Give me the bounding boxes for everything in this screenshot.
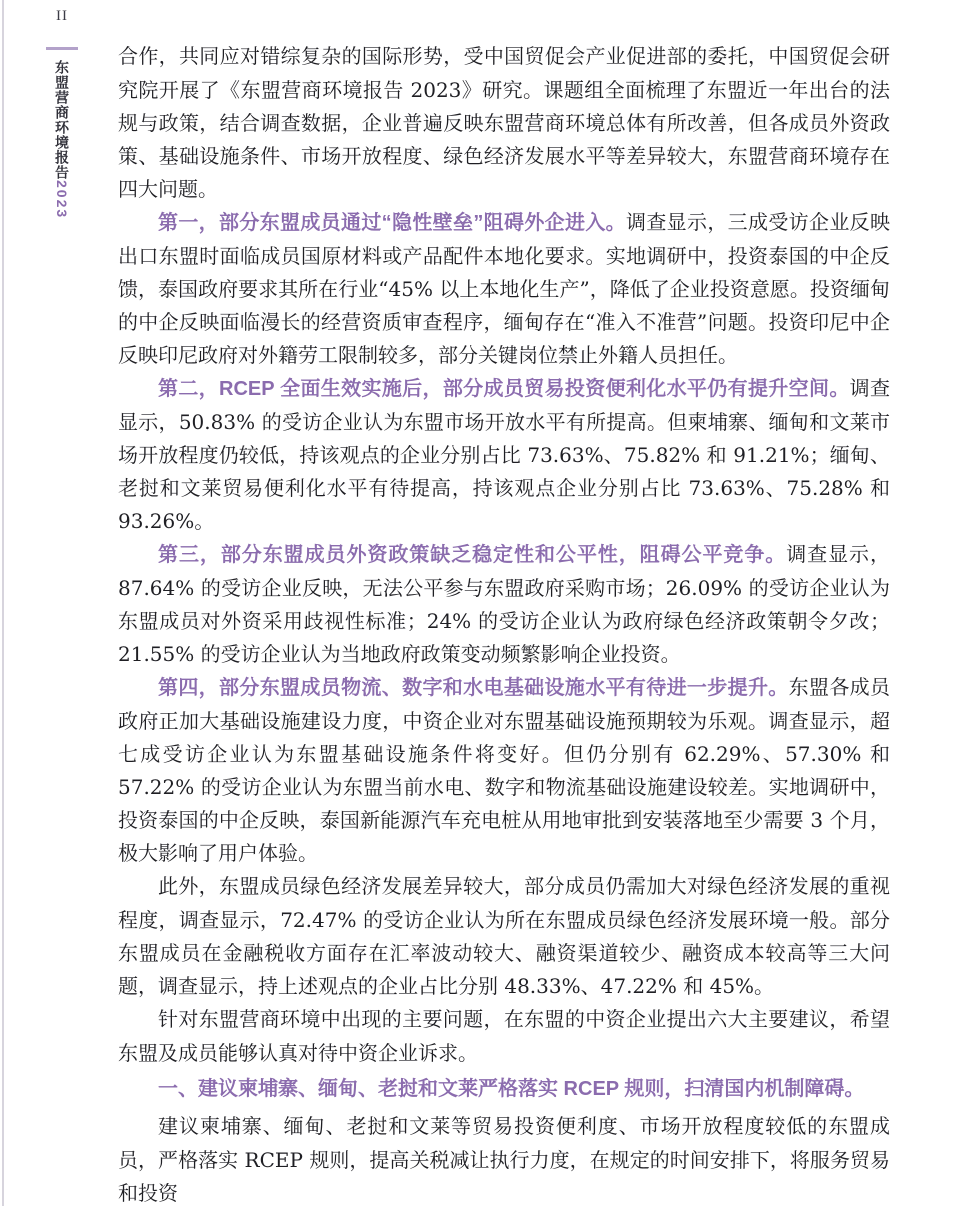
issue-4-heading: 第四，部分东盟成员物流、数字和水电基础设施水平有待进一步提升。	[158, 677, 789, 699]
paragraph-body: 合作，共同应对错综复杂的国际形势，受中国贸促会产业促进部的委托，中国贸促会研究院开展了《东盟营商环境报告 2023》研究。课题组全面梳理了东盟近一年出台的法规与政策，结合调查数据，企业普遍反映东盟营商环境总体有所改善，但各成员外资政策、基础设施条件、市场开放程度、绿色经济发展水平等差异较大，东盟营商环境存在四大问题。	[118, 44, 890, 201]
page-number: II	[56, 8, 68, 24]
main-text	[118, 40, 890, 1210]
sidebar-title-text: 东盟营商环境报告	[54, 60, 70, 180]
issue-1-heading: 第一，部分东盟成员通过“隐性壁垒”阻碍外企进入。	[158, 212, 626, 234]
green-economy-paragraph	[118, 870, 890, 1003]
suggestion-1-heading-text: 一、建议柬埔寨、缅甸、老挝和文莱严格落实 RCEP 规则，扫清国内机制障碍。	[158, 1078, 865, 1100]
sidebar-book-title	[52, 60, 72, 219]
sidebar-rule	[46, 47, 78, 50]
paragraph-body: 东盟各成员政府正加大基础设施建设力度，中资企业对东盟基础设施预期较为乐观。调查显示，超七成受访企业认为东盟基础设施条件将变好。但仍分别有 62.29%、57.30% 和 57.22% 的受访企业认为东盟当前水电、数字和物流基础设施建设较差。实地调研中，投资泰国的中企反映，泰国新能源汽车充电桩从用地审批到安装落地至少需要 3 个月，极大影响了用户体验。	[118, 675, 891, 865]
sidebar	[38, 8, 86, 219]
suggestion-1-paragraph	[118, 1110, 890, 1210]
issue-3-paragraph	[118, 538, 890, 671]
paragraph-body: 针对东盟营商环境中出现的主要问题，在东盟的中资企业提出六大主要建议，希望东盟及成员能够认真对待中资企业诉求。	[118, 1007, 890, 1065]
suggestions-intro-paragraph	[118, 1003, 890, 1070]
issue-2-paragraph	[118, 372, 890, 538]
issue-2-heading: 第二，RCEP 全面生效实施后，部分成员贸易投资便利化水平仍有提升空间。	[158, 378, 850, 400]
issue-1-paragraph	[118, 206, 890, 372]
paragraph-body: 此外，东盟成员绿色经济发展差异较大，部分成员仍需加大对绿色经济发展的重视程度，调查显示，72.47% 的受访企业认为所在东盟成员绿色经济发展环境一般。部分东盟成员在金融税收方面存在汇率波动较大、融资渠道较少、融资成本较高等三大问题，调查显示，持上述观点的企业占比分别 48.33%、47.22% 和 45%。	[118, 874, 890, 998]
paragraph-body: 调查显示，50.83% 的受访企业认为东盟市场开放水平有所提高。但柬埔寨、缅甸和文莱市场开放程度仍较低，持该观点的企业分别占比 73.63%、75.82% 和 91.21%；缅甸、老挝和文莱贸易便利化水平有待提高，持该观点企业分别占比 73.63%、75.28% 和 93.26%。	[118, 376, 890, 533]
issue-4-paragraph	[118, 671, 890, 870]
paragraph-body: 调查显示，三成受访企业反映出口东盟时面临成员国原材料或产品配件本地化要求。实地调研中，投资泰国的中企反馈，泰国政府要求其所在行业“45% 以上本地化生产”，降低了企业投资意愿。投资缅甸的中企反映面临漫长的经营资质审查程序，缅甸存在“准入不准营”问题。投资印尼中企反映印尼政府对外籍劳工限制较多，部分关键岗位禁止外籍人员担任。	[118, 210, 890, 367]
issue-3-heading: 第三，部分东盟成员外资政策缺乏稳定性和公平性，阻碍公平竞争。	[158, 544, 787, 566]
suggestion-1-heading	[118, 1072, 890, 1106]
continued-paragraph	[118, 40, 890, 206]
paragraph-body: 建议柬埔寨、缅甸、老挝和文莱等贸易投资便利度、市场开放程度较低的东盟成员，严格落实 RCEP 规则，提高关税减让执行力度，在规定的时间安排下，将服务贸易和投资	[118, 1114, 890, 1205]
page-edge-line	[2, 0, 4, 1206]
paragraph-body: 调查显示，87.64% 的受访企业反映，无法公平参与东盟政府采购市场；26.09% 的受访企业认为东盟成员对外资采用歧视性标准；24% 的受访企业认为政府绿色经济政策朝令夕改；21.55% 的受访企业认为当地政府政策变动频繁影响企业投资。	[118, 542, 890, 666]
sidebar-year: 2023	[54, 180, 70, 220]
